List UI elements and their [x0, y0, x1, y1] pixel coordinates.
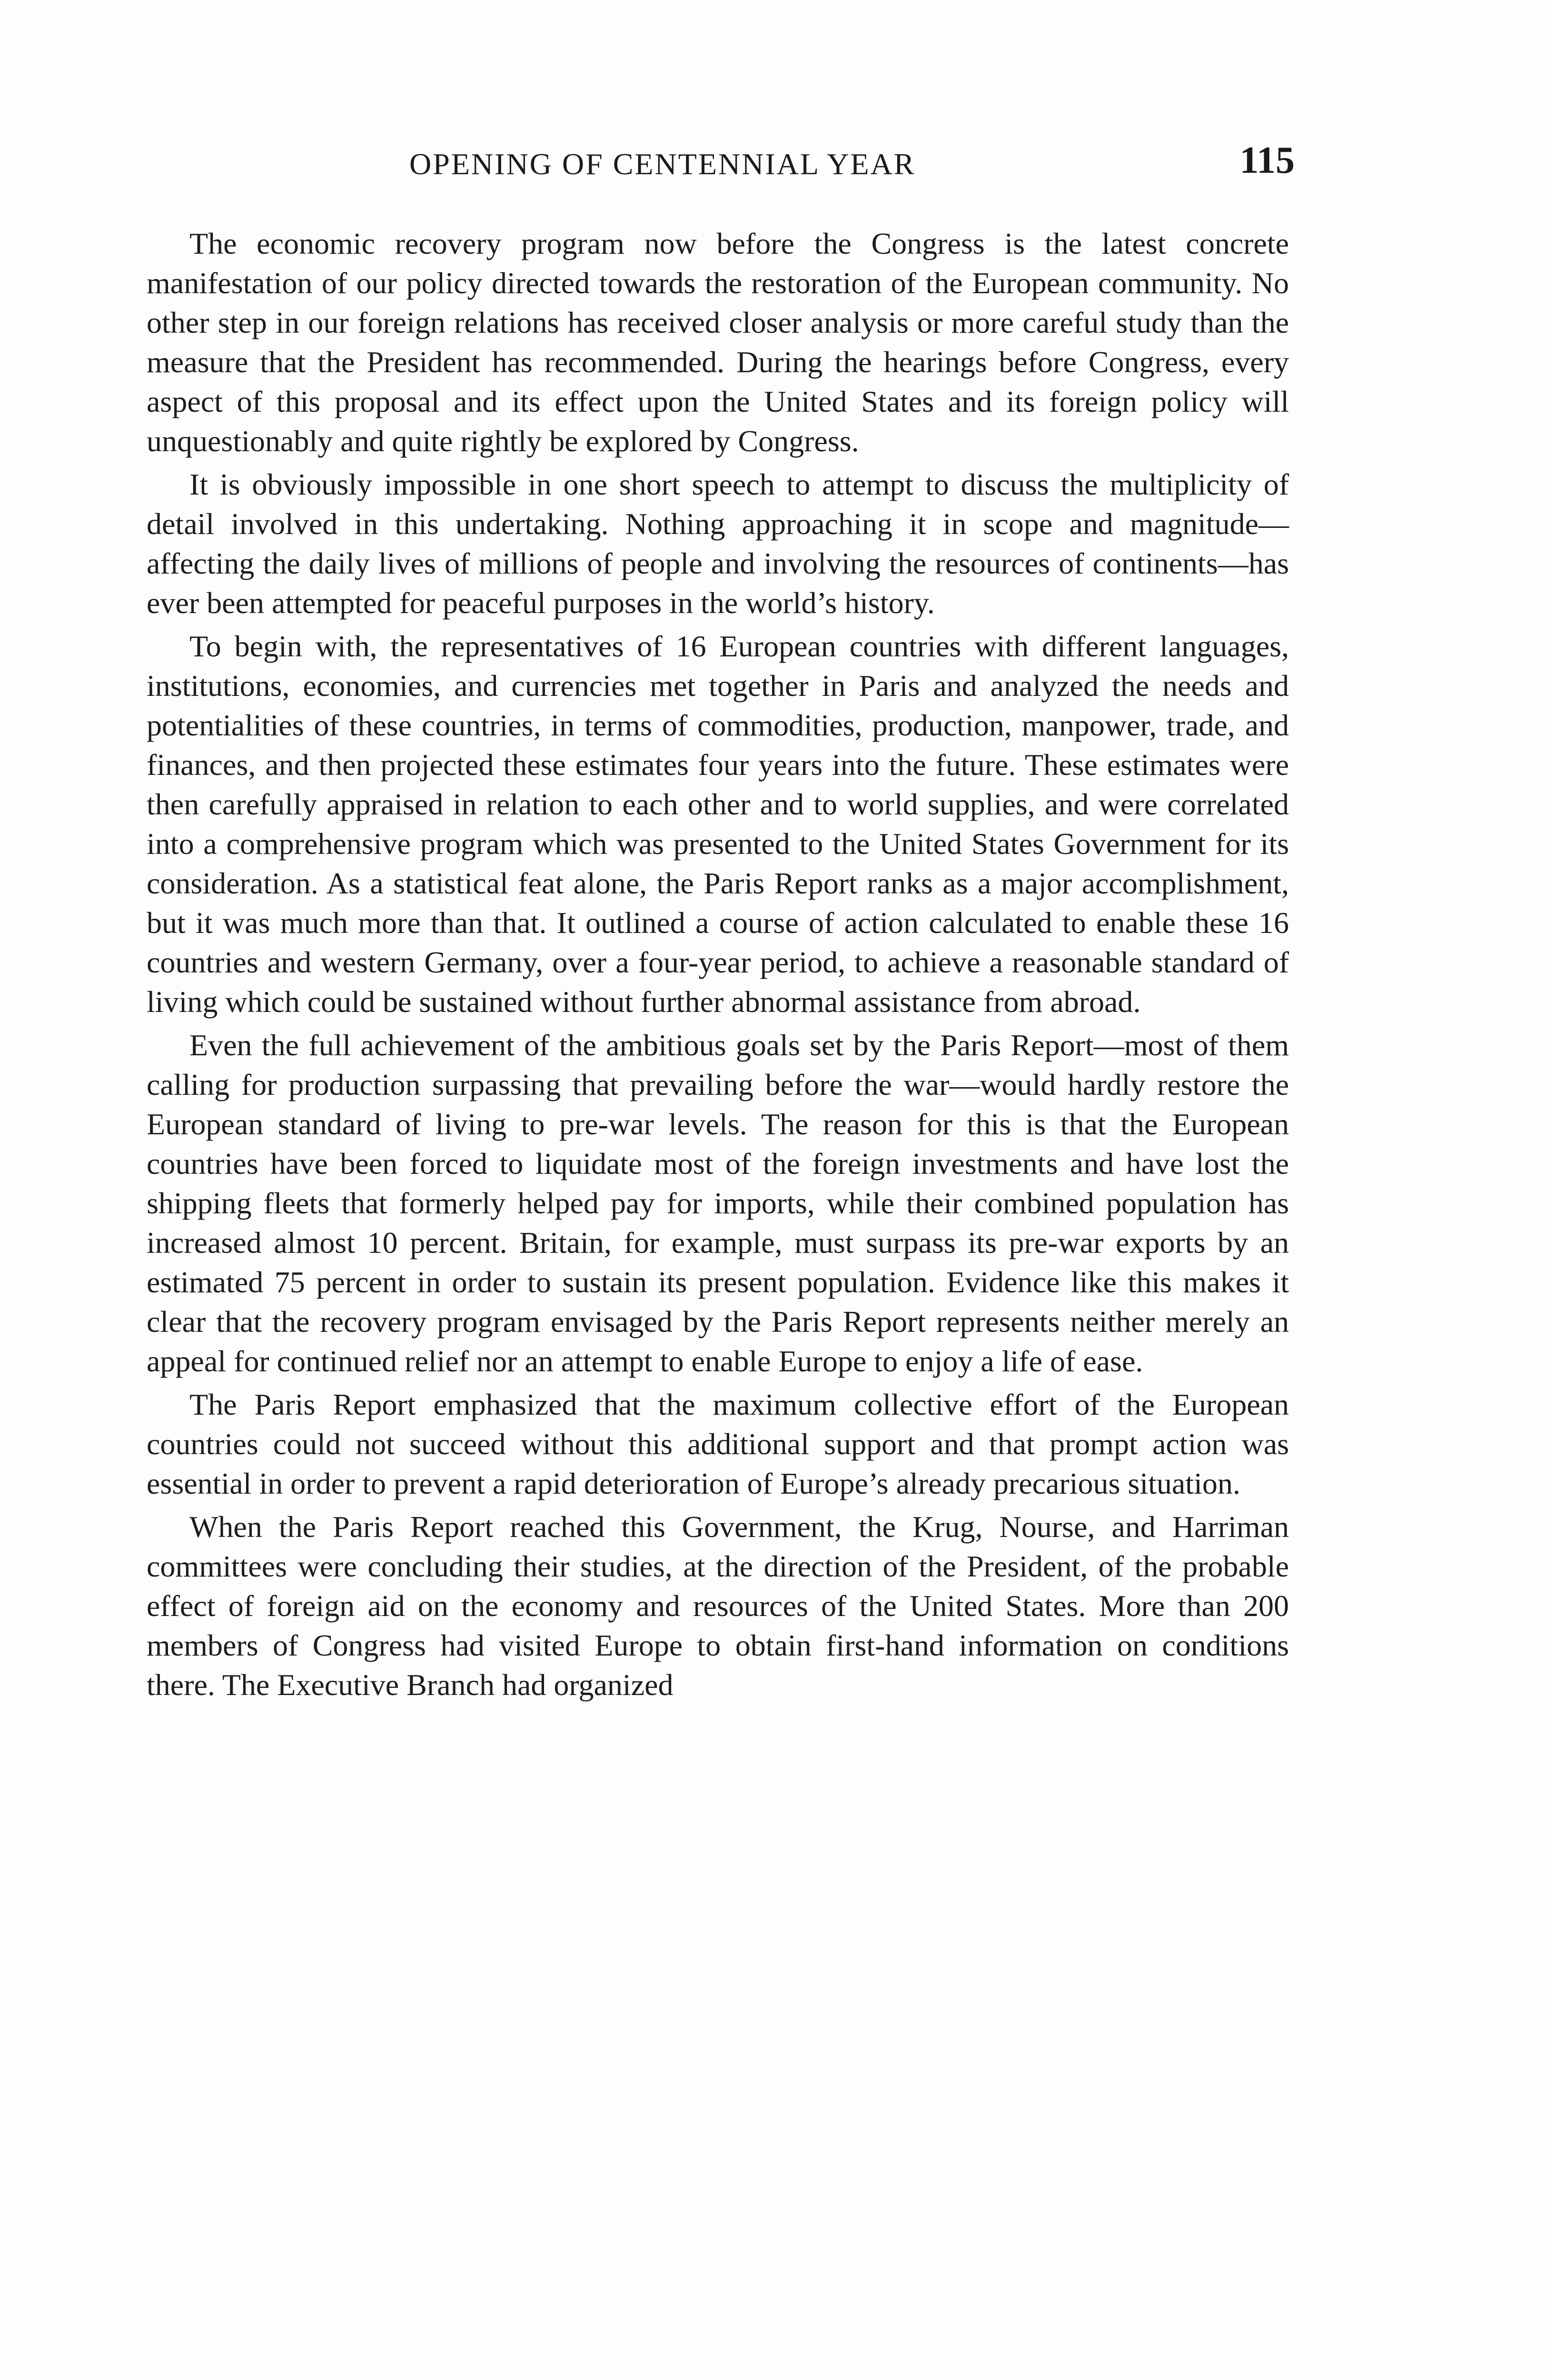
page-header	[143, 140, 1304, 188]
paragraph-1: The economic recovery program now before the Congress is the latest concrete manifestation of our policy directed towards the restoration of the European community. No other step in our foreign relations has received closer analysis or more careful study than the measure that the President has recommended. During the hearings before Congress, every aspect of this proposal and its effect upon the United States and its foreign policy will unquestionably and quite rightly be explored by Congress.	[147, 227, 1289, 458]
paragraph-5: The Paris Report emphasized that the maximum collective effort of the European countries could not succeed without this additional support and that prompt action was essential in order to prevent a rapid deterioration of Europe’s already precarious situation.	[147, 1388, 1289, 1500]
paragraph-6: When the Paris Report reached this Government, the Krug, Nourse, and Harriman committees were concluding their studies, at the direction of the President, of the probable effect of foreign aid on the economy and resources of the United States. More than 200 members of Congress had visited Europe to obtain first-hand information on conditions there. The Executive Branch had organized	[147, 1510, 1289, 1702]
page-number: 115	[1239, 139, 1295, 181]
paragraph-3: To begin with, the representatives of 16 European countries with different languages, institutions, economies, and currencies met together in Paris and analyzed the needs and potentialities of these countries, in terms of commodities, production, manpower, trade, and finances, and then projected these estimates four years into the future. These estimates were then carefully appraised in relation to each other and to world supplies, and were correlated into a comprehensive program which was presented to the United States Government for its consideration. As a statistical feat alone, the Paris Report ranks as a major accomplishment, but it was much more than that. It outlined a course of action calculated to enable these 16 countries and western Germany, over a four-year period, to achieve a reasonable standard of living which could be sustained without further abnormal assistance from abroad.	[147, 629, 1289, 1019]
body-text	[147, 224, 1289, 1705]
paragraph-4: Even the full achievement of the ambitious goals set by the Paris Report—most of them calling for production surpassing that prevailing before the war—would hardly restore the European standard of living to pre-war levels. The reason for this is that the European countries have been forced to liquidate most of the foreign investments and have lost the shipping fleets that formerly helped pay for imports, while their combined population has increased almost 10 percent. Britain, for example, must surpass its pre-war exports by an estimated 75 percent in order to sustain its present population. Evidence like this makes it clear that the recovery program envisaged by the Paris Report represents neither merely an appeal for continued relief nor an attempt to enable Europe to enjoy a life of ease.	[147, 1028, 1289, 1378]
running-title: OPENING OF CENTENNIAL YEAR	[409, 147, 916, 181]
paragraph-2: It is obviously impossible in one short speech to attempt to discuss the multiplicity of detail involved in this undertaking. Nothing approaching it in scope and magnitude—affecting the daily lives of millions of people and involving the resources of continents—has ever been attempted for peaceful purposes in the world’s history.	[147, 467, 1289, 620]
